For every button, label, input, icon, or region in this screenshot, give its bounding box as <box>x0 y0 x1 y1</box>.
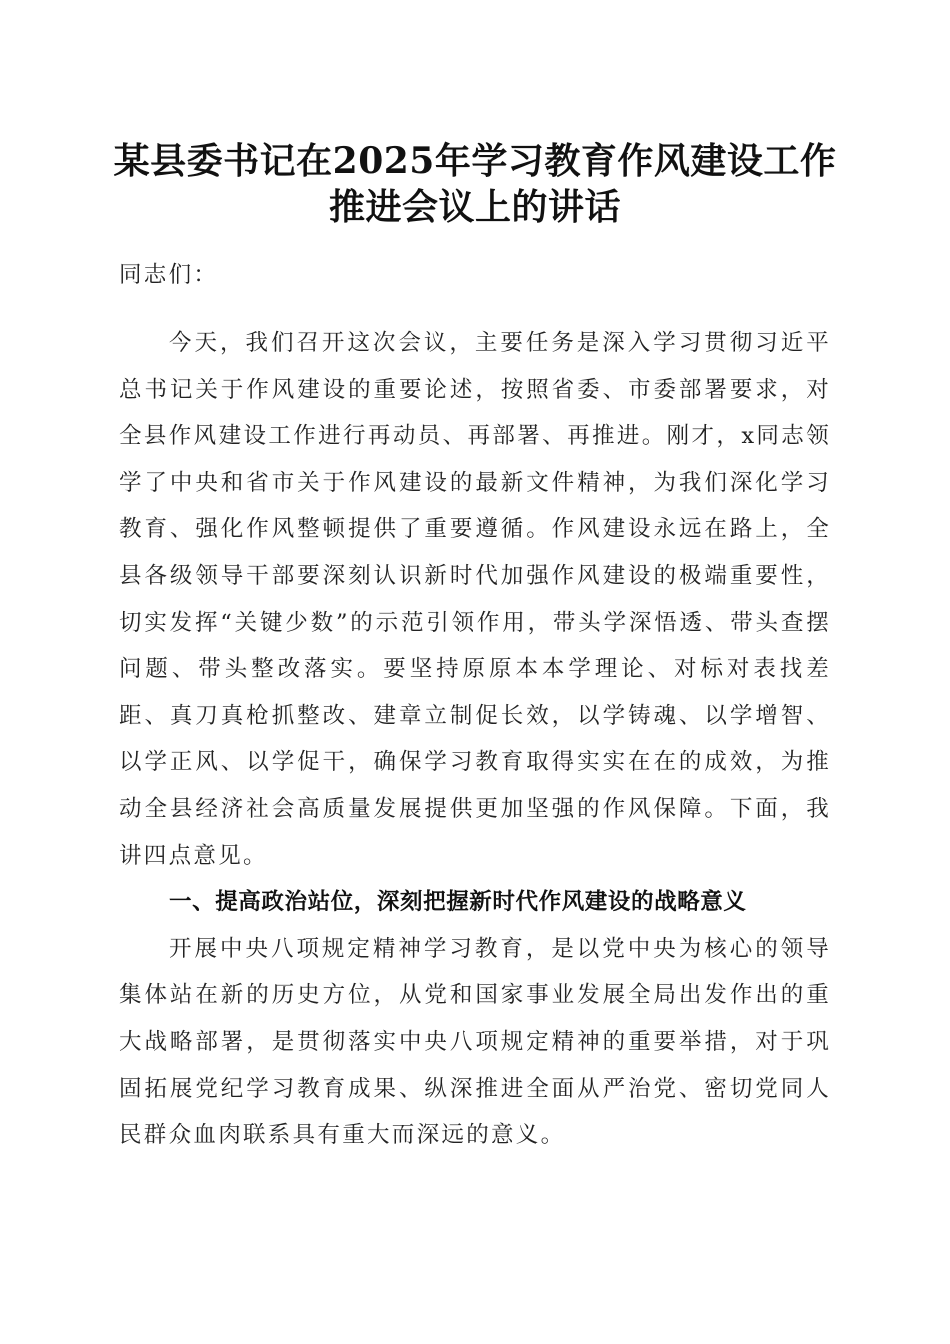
document-body <box>119 320 831 1159</box>
salutation: 同志们： <box>119 262 219 288</box>
document-title-line-2: 推进会议上的讲话 <box>328 186 621 228</box>
paragraph-section-1: 开展中央八项规定精神学习教育，是以党中央为核心的领导集体站在新的历史方位，从党和国家事业发展全局出发作出的重大战略部署，是贯彻落实中央八项规定精神的重要举措，对于巩固拓展党纪学习教育成果、纵深推进全面从严治党、密切党同人民群众血肉联系具有重大而深远的意义。 <box>119 935 831 1149</box>
section-heading-1: 一、提高政治站位，深刻把握新时代作风建设的战略意义 <box>169 889 747 916</box>
paragraph-opening: 今天，我们召开这次会议，主要任务是深入学习贯彻习近平总书记关于作风建设的重要论述，按照省委、市委部署要求，对全县作风建设工作进行再动员、再部署、再推进。刚才，x同志领学了中央和省市关于作风建设的最新文件精神，为我们深化学习教育、强化作风整顿提供了重要遵循。作风建设永远在路上，全县各级领导干部要深刻认识新时代加强作风建设的极端重要性，切实发挥“关键少数”的示范引领作用，带头学深悟透、带头查摆问题、带头整改落实。要坚持原原本本学理论、对标对表找差距、真刀真枪抓整改、建章立制促长效，以学铸魂、以学增智、以学正风、以学促干，确保学习教育取得实实在在的成效，为推动全县经济社会高质量发展提供更加坚强的作风保障。下面，我讲四点意见。 <box>119 330 831 869</box>
document-title-line-1: 某县委书记在2025年学习教育作风建设工作 <box>113 140 837 182</box>
